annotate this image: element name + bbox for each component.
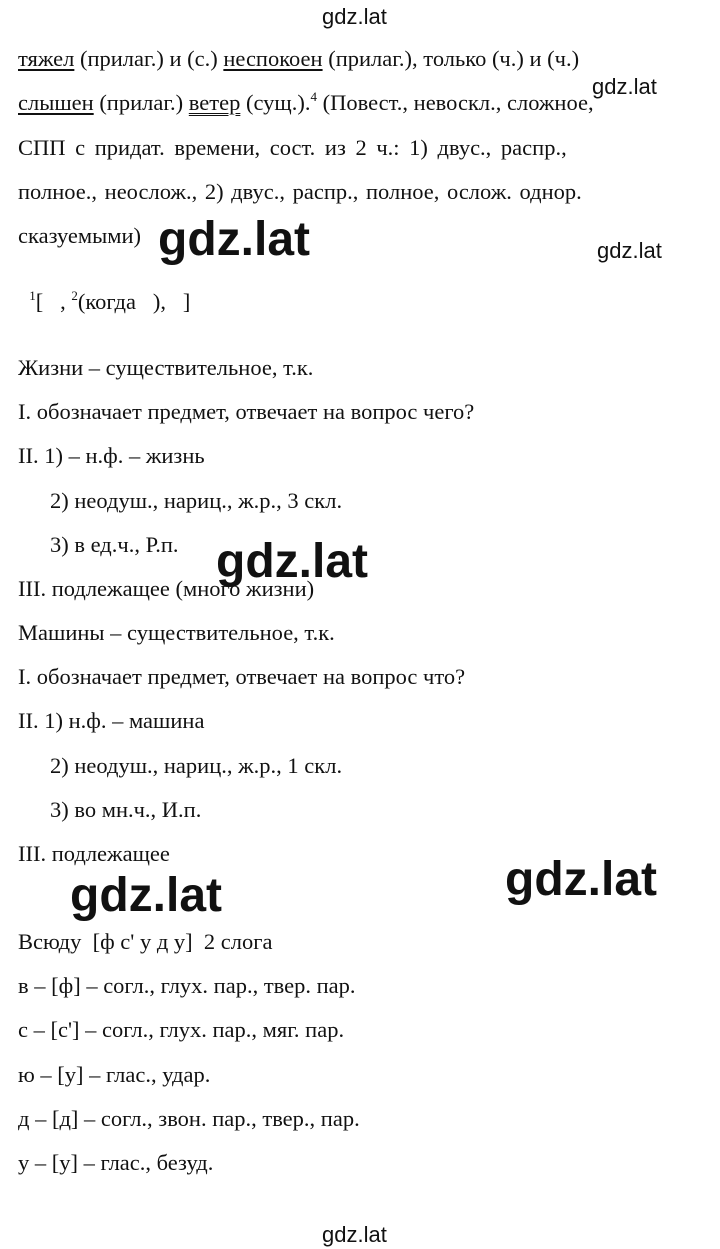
analysis-text: (сущ.). [240,90,311,115]
watermark-big-3: gdz.lat [505,853,657,906]
watermark-bottom: gdz.lat [322,1222,387,1247]
phonetic-title: Всюду [ф с' у д у] 2 слога [18,929,273,954]
phonetic-row: д – [д] – согл., звон. пар., твер., пар. [18,1106,360,1131]
analysis-text: (прилаг.) [93,90,189,115]
morph-mashiny-iii: III. подлежащее [18,841,170,866]
phonetic-row: ю – [у] – глас., удар. [18,1062,211,1087]
watermark-big-4: gdz.lat [70,869,222,922]
phonetic-row: у – [у] – глас., безуд. [18,1150,214,1175]
sentence-scheme [18,268,190,313]
watermark-big-2: gdz.lat [216,535,368,588]
watermark-top: gdz.lat [322,4,387,29]
analysis-text: (прилаг.) и (с.) [74,46,224,71]
analysis-line-2 [18,89,594,115]
morph-title-mashiny: Машины – существительное, т.к. [18,620,335,645]
watermark-right-2: gdz.lat [597,238,662,263]
subject-veter: ветер [188,90,241,115]
scheme-part-number: 1 [29,287,36,303]
analysis-text: (прилаг.), только (ч.) и (ч.) [322,46,580,71]
morph-title-zhizni: Жизни – существительное, т.к. [18,355,314,380]
morph-zhizni-ii-1: II. 1) – н.ф. – жизнь [18,443,205,468]
predicate-slyshen: слышен [18,90,94,115]
morph-mashiny-i: I. обозначает предмет, отвечает на вопрос что? [18,664,466,689]
morph-mashiny-ii-1: II. 1) н.ф. – машина [18,708,205,733]
phonetic-row: в – [ф] – согл., глух. пар., твер. пар. [18,973,356,998]
watermark-upper-right: gdz.lat [592,74,657,99]
scheme-part-number: 2 [71,287,78,303]
analysis-text: (Повест., невоскл., сложное, [317,90,594,115]
scheme-main-clause: [ , [35,288,72,314]
phonetic-row: с – [с'] – согл., глух. пар., мяг. пар. [18,1017,345,1042]
morph-zhizni-i: I. обозначает предмет, отвечает на вопрос чего? [18,399,475,424]
morph-zhizni-iii: III. подлежащее (много жизни) [18,576,315,601]
predicate-tyazhel: тяжел [18,46,75,71]
analysis-line-1 [18,48,686,71]
morph-zhizni-ii-3: 3) в ед.ч., Р.п. [50,532,179,557]
analysis-line-3: СПП с придат. времени, сост. из 2 ч.: 1) двус., распр., [18,135,567,160]
scheme-subordinate-clause: (когда ), ] [77,288,191,314]
morph-mashiny-ii-3: 3) во мн.ч., И.п. [50,797,202,822]
watermark-big-1: gdz.lat [158,213,310,266]
footnote-mark: 4 [310,89,317,104]
analysis-line-5: сказуемыми) [18,223,142,248]
morph-zhizni-ii-2: 2) неодуш., нариц., ж.р., 3 скл. [50,488,343,513]
morph-mashiny-ii-2: 2) неодуш., нариц., ж.р., 1 скл. [50,753,343,778]
analysis-line-4: полное., неослож., 2) двус., распр., полное, ослож. однор. [18,179,582,204]
predicate-nespokoen: неспокоен [223,46,323,71]
